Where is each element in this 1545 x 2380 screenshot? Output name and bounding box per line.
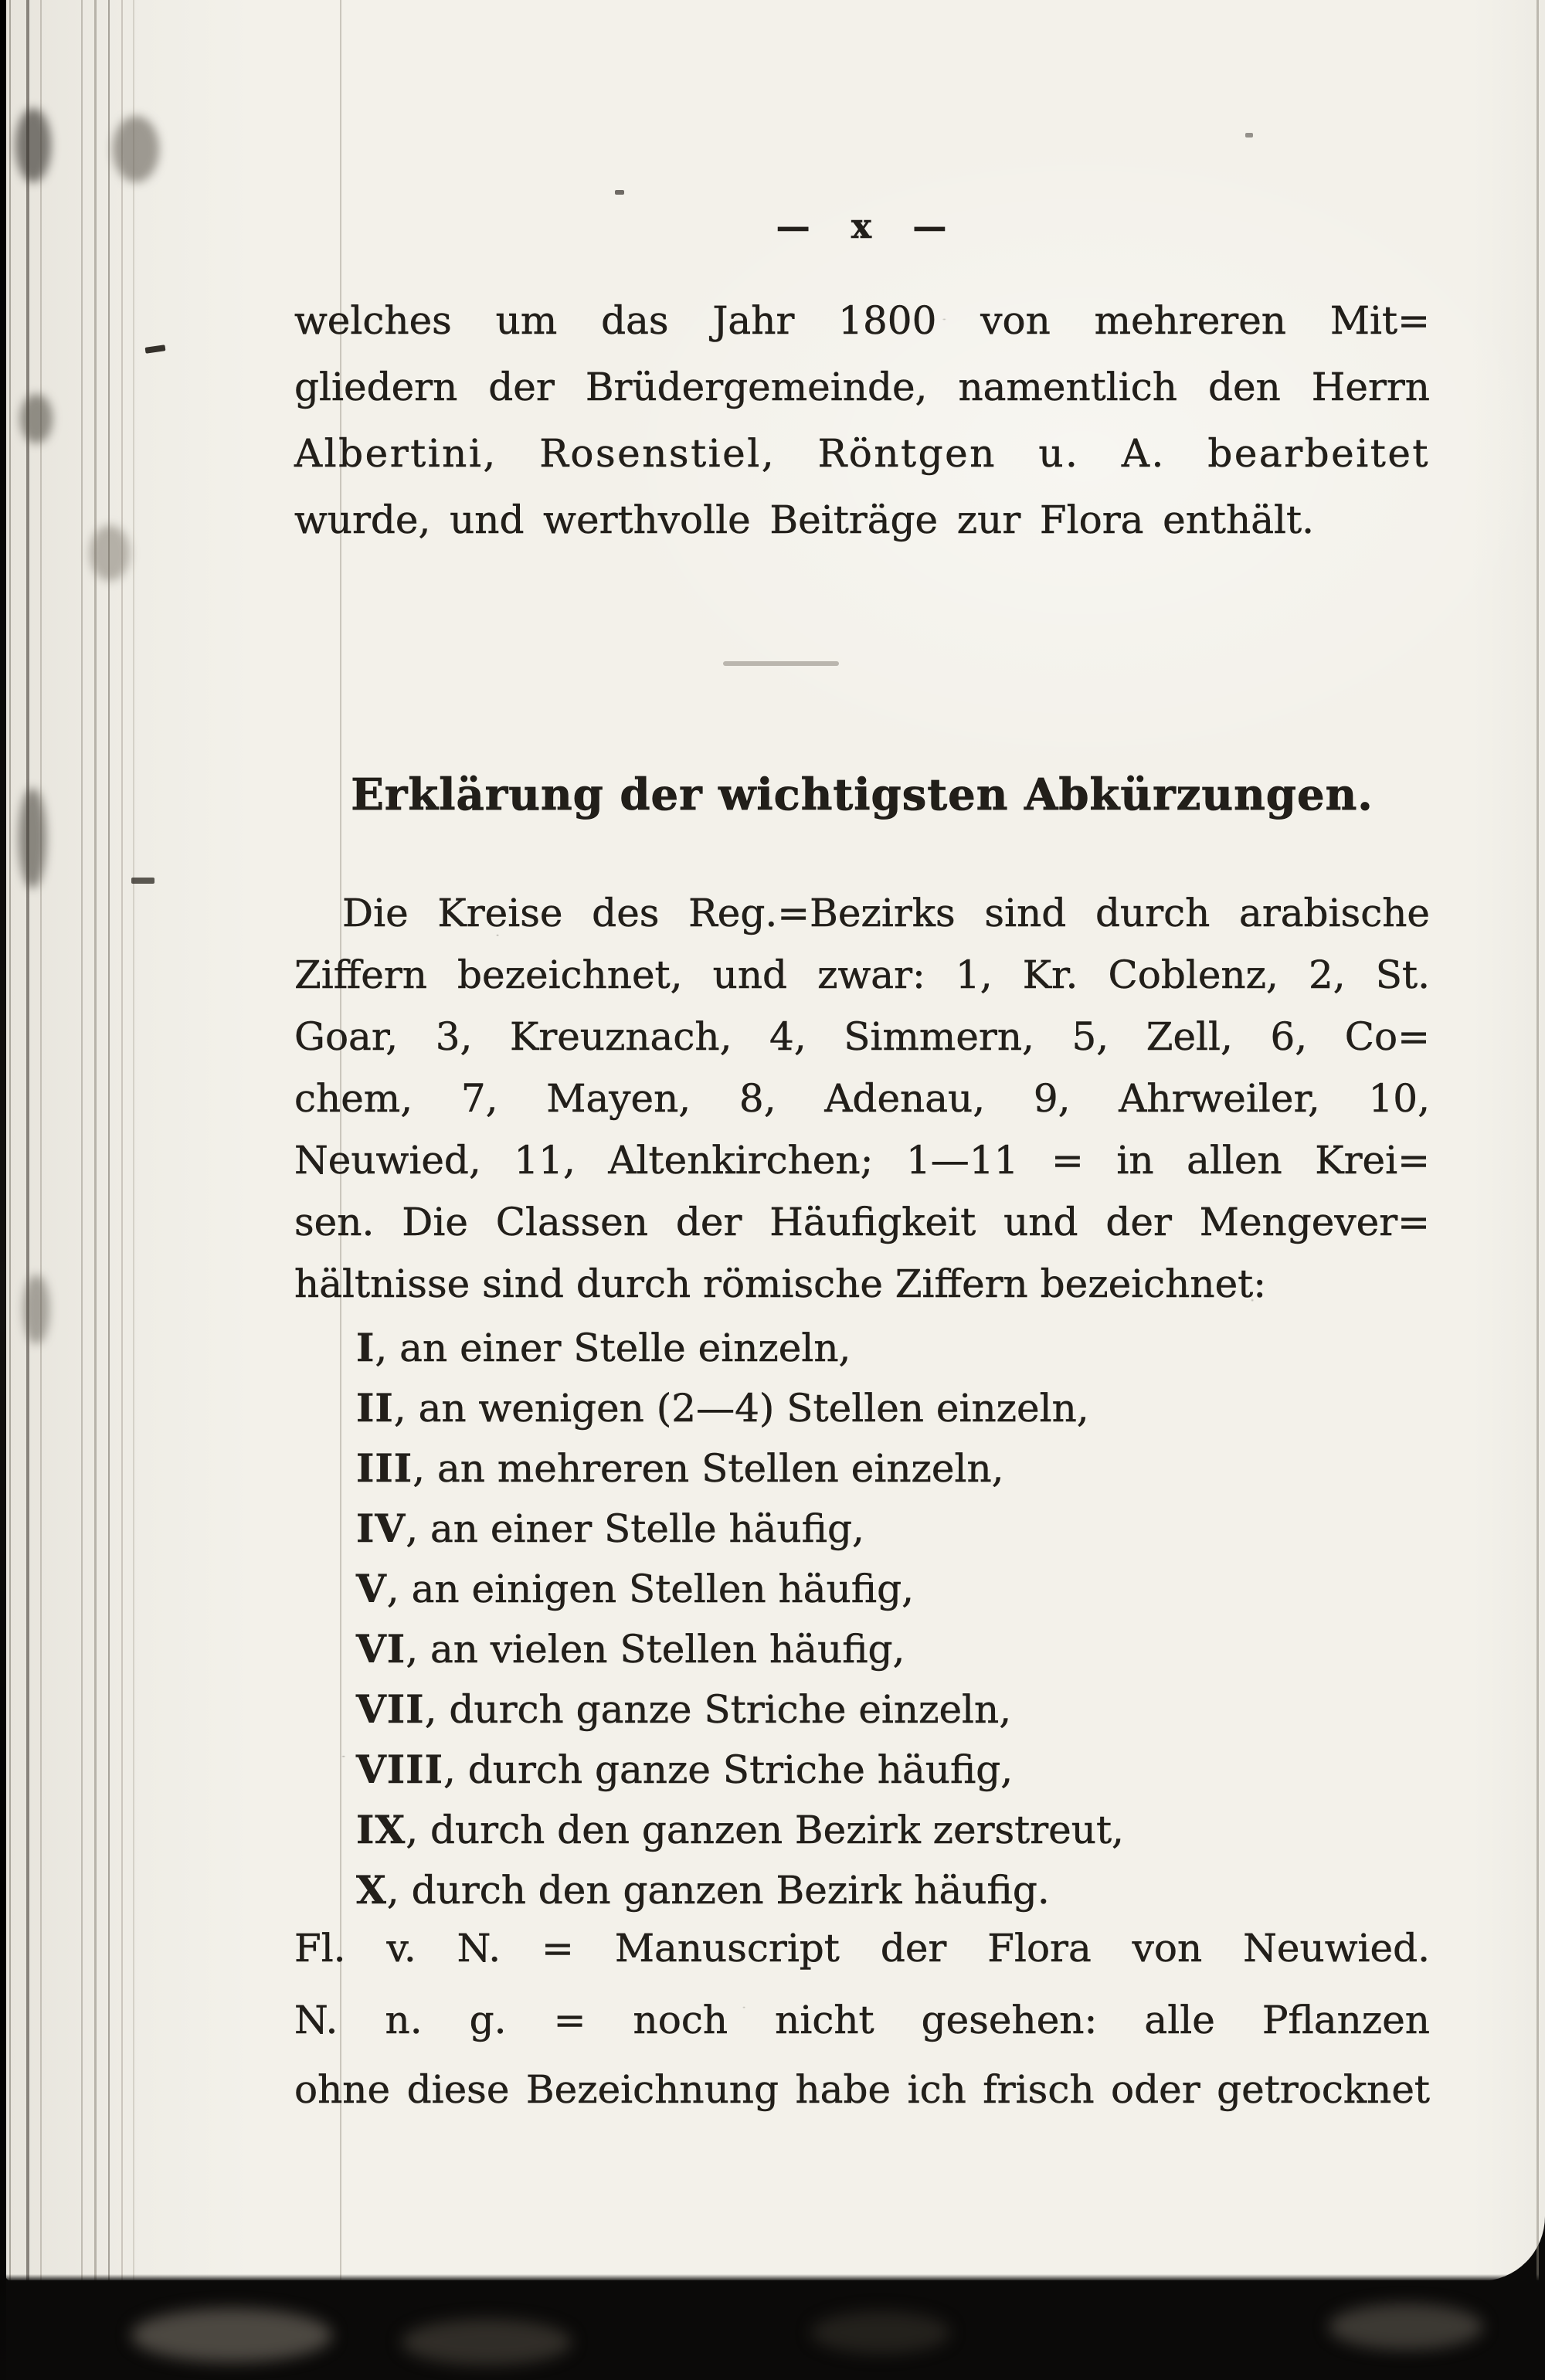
page-fold-line bbox=[40, 0, 42, 2281]
scan-bottom-edge bbox=[0, 2280, 1545, 2380]
page-number: — x — bbox=[776, 207, 949, 246]
text-line: Die Kreise des Reg.=Bezirks sind durch arabische bbox=[342, 891, 1430, 935]
list-item-text: , durch den ganzen Bezirk häufig. bbox=[386, 1868, 1050, 1913]
list-item bbox=[356, 1559, 1430, 1619]
abbrev-flora-manuscript bbox=[294, 1917, 1430, 1979]
roman-numeral: V bbox=[356, 1566, 387, 1611]
list-item-text: , durch den ganzen Bezirk zerstreut, bbox=[406, 1808, 1124, 1852]
list-item bbox=[356, 1438, 1430, 1499]
roman-numeral: VIII bbox=[356, 1747, 443, 1792]
roman-numeral: I bbox=[356, 1325, 375, 1370]
text-line: chem, 7, Mayen, 8, Adenau, 9, Ahrweiler, 10, bbox=[294, 1076, 1430, 1121]
list-item bbox=[356, 1499, 1430, 1559]
list-item-text: , durch ganze Striche einzeln, bbox=[424, 1687, 1012, 1732]
section-heading: Erklärung der wichtigsten Abkürzungen. bbox=[351, 769, 1374, 820]
opening-paragraph bbox=[294, 287, 1430, 553]
abbrev-not-yet-seen bbox=[294, 1985, 1430, 2124]
edge-highlight bbox=[131, 2308, 332, 2362]
edge-highlight bbox=[402, 2319, 572, 2365]
list-item-text: , an wenigen (2—4) Stellen einzeln, bbox=[393, 1386, 1089, 1431]
list-item bbox=[356, 1860, 1430, 1920]
list-item bbox=[356, 1679, 1430, 1740]
paper-sheet bbox=[5, 0, 1545, 2281]
list-item bbox=[356, 1800, 1430, 1860]
ink-speck bbox=[131, 878, 154, 884]
roman-numeral: IX bbox=[356, 1807, 406, 1852]
explanation-paragraph bbox=[294, 882, 1430, 1315]
spine-smudge bbox=[23, 1275, 49, 1344]
spine-smudge bbox=[90, 525, 130, 581]
spine-smudge bbox=[19, 788, 46, 888]
list-item-text: , an einer Stelle einzeln, bbox=[375, 1326, 851, 1370]
list-item bbox=[356, 1318, 1430, 1378]
spine-smudge bbox=[15, 108, 51, 182]
text-line: Fl. v. N. = Manuscript der Flora von Neuwied. bbox=[294, 1926, 1430, 1971]
list-item-text: , an mehreren Stellen einzeln, bbox=[413, 1446, 1004, 1491]
ink-speck bbox=[615, 190, 624, 195]
page-fold-line bbox=[133, 0, 134, 2281]
roman-numeral: III bbox=[356, 1445, 413, 1491]
page-fold-line bbox=[81, 0, 83, 2281]
text-line: N. n. g. = noch nicht gesehen: alle Pflanzen bbox=[294, 1998, 1430, 2042]
list-item bbox=[356, 1740, 1430, 1800]
ghost-divider-rule bbox=[723, 661, 839, 666]
ink-speck bbox=[145, 345, 166, 354]
list-item-text: , an einigen Stellen häufig, bbox=[386, 1567, 915, 1611]
list-item-text: , durch ganze Striche häufig, bbox=[443, 1747, 1014, 1792]
edge-highlight bbox=[811, 2311, 950, 2354]
text-line: gliedern der Brüdergemeinde, namentlich den Herrn bbox=[294, 365, 1430, 409]
ink-speck bbox=[1245, 133, 1253, 138]
text-line: welches um das Jahr 1800 von mehreren Mit= bbox=[294, 298, 1430, 343]
page-fold-line bbox=[26, 0, 29, 2281]
text-line: Goar, 3, Kreuznach, 4, Simmern, 5, Zell, 6, Co= bbox=[294, 1014, 1430, 1059]
page-fold-line bbox=[108, 0, 110, 2281]
text-line: wurde, und werthvolle Beiträge zur Flora enthält. bbox=[294, 497, 1314, 542]
roman-numeral: VII bbox=[356, 1686, 425, 1732]
text-line: sen. Die Classen der Häufigkeit und der Mengever= bbox=[294, 1200, 1430, 1244]
spine-smudge bbox=[20, 394, 53, 443]
text-line: hältnisse sind durch römische Ziffern bezeichnet: bbox=[294, 1261, 1267, 1306]
page-fold-line bbox=[94, 0, 97, 2281]
page-fold-line bbox=[9, 0, 11, 2281]
book-spine-edge bbox=[0, 0, 6, 2380]
roman-numeral: X bbox=[356, 1867, 387, 1913]
list-item-text: , an einer Stelle häufig, bbox=[406, 1506, 864, 1551]
abbreviation-list bbox=[294, 1318, 1430, 1920]
text-line: Albertini, Rosenstiel, Röntgen u. A. bearbeitet bbox=[294, 431, 1430, 476]
roman-numeral: II bbox=[356, 1385, 394, 1431]
list-item bbox=[356, 1619, 1430, 1679]
text-line: ohne diese Bezeichnung habe ich frisch oder getrocknet bbox=[294, 2067, 1430, 2112]
text-line: Neuwied, 11, Altenkirchen; 1—11 = in allen Krei= bbox=[294, 1138, 1430, 1183]
list-item bbox=[356, 1378, 1430, 1438]
roman-numeral: IV bbox=[356, 1506, 406, 1551]
list-item-text: , an vielen Stellen häufig, bbox=[406, 1627, 905, 1672]
spine-smudge bbox=[113, 116, 159, 182]
text-line: Ziffern bezeichnet, und zwar: 1, Kr. Coblenz, 2, St. bbox=[294, 952, 1430, 997]
roman-numeral: VI bbox=[356, 1626, 406, 1672]
page-fold-line bbox=[121, 0, 123, 2281]
page-edge-line bbox=[1537, 0, 1539, 2281]
edge-highlight bbox=[1329, 2304, 1483, 2350]
